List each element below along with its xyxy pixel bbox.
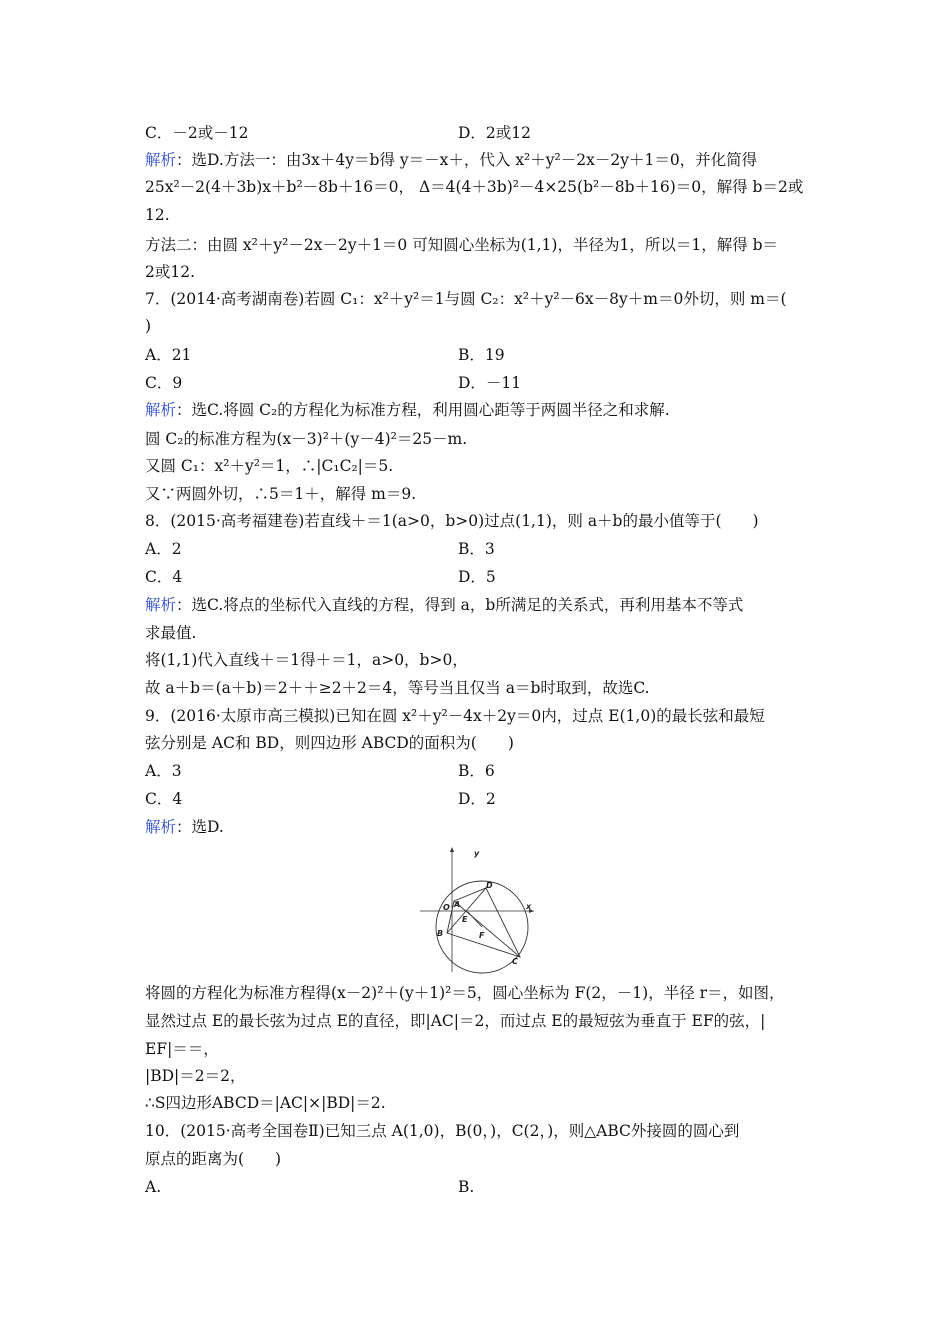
label-d: D: [486, 881, 493, 890]
text-line: 将圆的方程化为标准方程得(x－2)²＋(y＋1)²＝5，圆心坐标为 F(2，－1)，半径 r＝，如图，: [145, 984, 785, 1002]
option-c: C．9: [145, 374, 183, 392]
option-b: B．19: [458, 346, 505, 364]
label-x: x: [526, 902, 532, 911]
line-text: ：选C.将圆 C₂的方程化为标准方程，利用圆心距等于两圆半径之和求解.: [176, 401, 670, 419]
option-b: B.: [458, 1178, 475, 1196]
label-a: A: [454, 900, 461, 909]
text-line: EF|＝＝，: [145, 1040, 219, 1058]
question-9: 9．(2016·太原市高三模拟)已知在圆 x²＋y²－4x＋2y＝0内，过点 E(1,0)的最长弦和最短: [145, 707, 765, 725]
solution-keyword: 解析: [145, 401, 177, 419]
text-line: 将(1,1)代入直线＋＝1得＋＝1，a>0，b>0，: [145, 651, 468, 669]
option-a: A．3: [145, 762, 182, 780]
option-c: C．4: [145, 568, 183, 586]
label-b: B: [437, 929, 444, 938]
text-line: 求最值.: [145, 624, 197, 642]
line-text: ：选C.将点的坐标代入直线的方程，得到 a，b所满足的关系式，再利用基本不等式: [176, 596, 744, 614]
text-line: [145, 595, 743, 615]
diagonal-ac: [454, 901, 520, 957]
question-7: 7．(2014·高考湖南卷)若圆 C₁：x²＋y²＝1与圆 C₂：x²＋y²－6x－8y＋m＝0外切，则 m＝(: [145, 290, 787, 308]
text-line: 原点的距离为( ): [145, 1150, 282, 1168]
text-line: C．－2或－12: [145, 124, 249, 142]
label-y: y: [474, 849, 480, 858]
quadrilateral-abcd: [447, 888, 520, 957]
diagonal-bd: [447, 888, 486, 933]
text-line: 圆 C₂的标准方程为(x－3)²＋(y－4)²＝25－m.: [145, 430, 468, 448]
text-line: [145, 150, 757, 170]
label-e: E: [462, 915, 468, 924]
line-text: ：选D.方法一：由3x＋4y＝b得 y＝－x＋，代入 x²＋y²－2x－2y＋1＝0，并化简得: [176, 151, 758, 169]
label-c: C: [512, 957, 518, 966]
text-line: [145, 400, 670, 420]
text-line: ): [145, 317, 152, 335]
text-line: 又∵两圆外切，∴5＝1＋，解得 m＝9.: [145, 485, 417, 503]
option-d: D．－11: [458, 374, 522, 392]
question-8: 8．(2015·高考福建卷)若直线＋＝1(a>0，b>0)过点(1,1)，则 a＋b的最小值等于( ): [145, 512, 759, 530]
text-line: 故 a＋b＝(a＋b)＝2＋＋≥2＋2＝4，等号当且仅当 a＝b时取到，故选C.: [145, 679, 650, 697]
text-line: 显然过点 E的最长弦为过点 E的直径，即|AC|＝2，而过点 E的最短弦为垂直于 EF的弦，|: [145, 1012, 766, 1030]
question-10: 10．(2015·高考全国卷Ⅱ)已知三点 A(1,0)，B(0，)，C(2，)，则△ABC外接圆的圆心到: [145, 1122, 740, 1140]
text-line: 方法二：由圆 x²＋y²－2x－2y＋1＝0 可知圆心坐标为(1,1)，半径为1，所以＝1，解得 b＝: [145, 236, 779, 254]
label-o: O: [443, 903, 450, 912]
option-a: A．2: [145, 540, 182, 558]
option-b: B．3: [458, 540, 495, 558]
solution-keyword: 解析: [145, 151, 177, 169]
solution-keyword: 解析: [145, 596, 177, 614]
circle-figure: [416, 844, 536, 974]
option-a: A．21: [145, 346, 192, 364]
text-line: 又圆 C₁：x²＋y²＝1，∴|C₁C₂|＝5.: [145, 457, 394, 475]
option-c: C．4: [145, 790, 183, 808]
text-line: [145, 817, 224, 837]
segment-ef: [468, 912, 482, 927]
text-line: 2或12.: [145, 263, 196, 281]
option-d: D．2: [458, 790, 496, 808]
option-d: D．5: [458, 568, 496, 586]
text-line: 25x²－2(4＋3b)x＋b²－8b＋16＝0， Δ＝4(4＋3b)²－4×25(b²－8b＋16)＝0，解得 b＝2或: [145, 178, 804, 196]
solution-keyword: 解析: [145, 818, 177, 836]
option-b: B．6: [458, 762, 495, 780]
text-line: ∴S四边形ABCD＝|AC|×|BD|＝2.: [145, 1094, 386, 1112]
y-axis-arrow-icon: [450, 847, 454, 852]
text-line: |BD|＝2＝2，: [145, 1067, 246, 1085]
line-text: ：选D.: [176, 818, 224, 836]
text-line: 弦分别是 AC和 BD，则四边形 ABCD的面积为( ): [145, 734, 514, 752]
text-line: D．2或12: [458, 124, 532, 142]
option-a: A.: [145, 1178, 162, 1196]
text-line: 12.: [145, 206, 170, 224]
label-f: F: [479, 931, 485, 940]
